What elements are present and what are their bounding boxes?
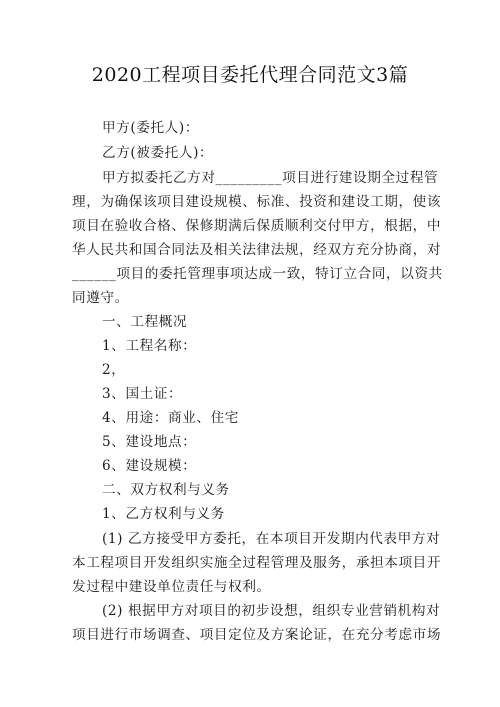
paragraph-line: 发过程中建设单位责任与权利。: [72, 579, 271, 595]
list-item: 1、工程名称：: [102, 338, 197, 354]
paragraph-line: 本工程项目开发组织实施全过程管理及服务，承担本项目开: [72, 555, 442, 571]
paragraph-line: 华人民共和国合同法及相关法律法规，经双方充分协商，对: [72, 242, 442, 258]
paragraph-line: 同遵守。: [72, 290, 129, 306]
paragraph-line: 项目在验收合格、保修期满后保质顺利交付甲方，根据，中: [72, 218, 442, 234]
paragraph-line: ______项目的委托管理事项达成一致，特订立合同，以资共: [72, 266, 443, 282]
list-item: 6、建设规模：: [102, 458, 197, 474]
paragraph-line: (2) 根据甲方对项目的初步设想，组织专业营销机构对: [102, 603, 441, 619]
party-b-line: 乙方(被委托人)：: [102, 145, 214, 161]
paragraph-line: 甲方拟委托乙方对_________项目进行建设期全过程管: [102, 170, 439, 186]
document-title: 2020工程项目委托代理合同范文3篇: [91, 64, 409, 86]
list-item: 3、国土证：: [102, 386, 183, 402]
paragraph-line: (1) 乙方接受甲方委托，在本项目开发期内代表甲方对: [102, 531, 441, 547]
list-item: 2，: [102, 362, 126, 378]
paragraph-line: 项目进行市场调查、项目定位及方案论证，在充分考虑市场: [72, 627, 442, 643]
list-item: 5、建设地点：: [102, 434, 197, 450]
list-item: 4、用途：商业、住宅: [102, 410, 239, 426]
paragraph-line: 理，为确保该项目建设规模、标准、投资和建设工期，使该: [72, 194, 442, 210]
section-heading: 一、工程概况: [102, 314, 188, 330]
subsection-heading: 1、乙方权利与义务: [102, 506, 225, 522]
party-a-line: 甲方(委托人)：: [102, 120, 199, 136]
section-heading: 二、双方权利与义务: [102, 482, 230, 498]
